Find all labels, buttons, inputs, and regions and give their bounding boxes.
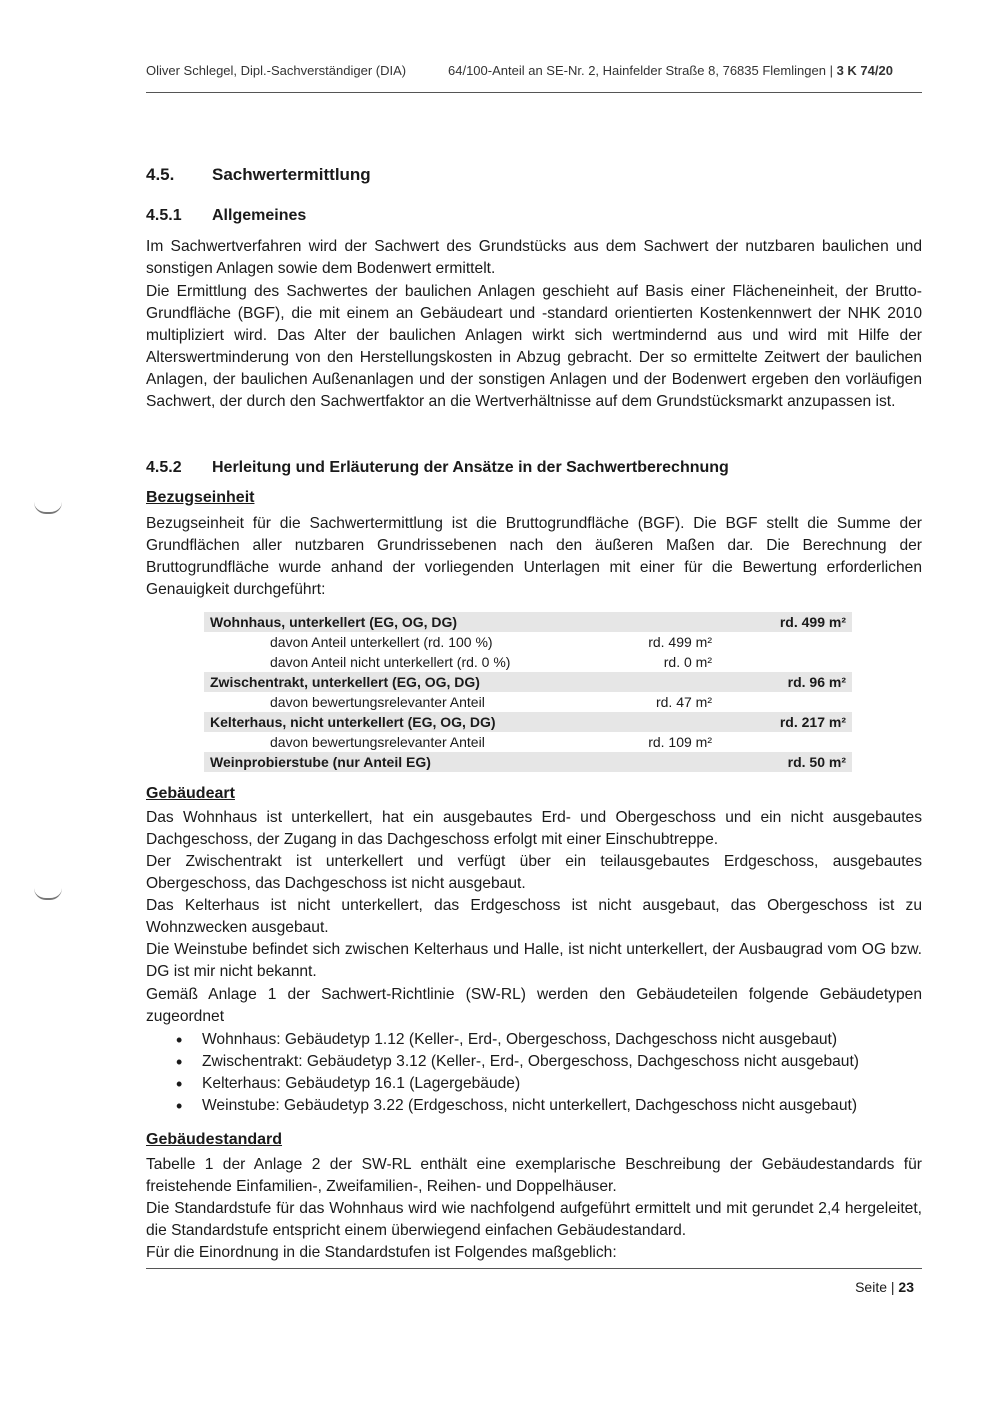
table-row	[204, 692, 852, 712]
subsection-number: 4.5.2	[146, 459, 182, 476]
table-row	[204, 652, 852, 672]
table-cell-label: Weinprobierstube (nur Anteil EG)	[210, 754, 431, 770]
header-property: 64/100-Anteil an SE-Nr. 2, Hainfelder Straße 8, 76835 Flemlingen	[448, 63, 826, 78]
bgf-table	[204, 612, 852, 772]
section-heading	[146, 165, 371, 185]
table-row	[204, 632, 852, 652]
page-footer	[855, 1279, 914, 1295]
paragraph-allgemeines-2: Die Ermittlung des Sachwertes der baulichen Anlagen geschieht auf Basis einer Flächeneinheit, der Brutto-Grundfläche (BGF), die mit einem an Gebäudeart und -standard orientierten Kostenkennwert der NHK 2010 multipliziert wird. Das Alter der baulichen Anlagen wirkt sich wertmindernd aus und wird mit Hilfe der Alterswertminderung von den Herstellungskosten in Abzug gebracht. Der so ermittelte Zeitwert der baulichen Anlagen, der baulichen Außenanlagen und der sonstigen Anlagen und der Bodenwert ergeben den vorläufigen Sachwert, der durch den Sachwertfaktor an die Wertverhältnisse auf dem Grundstücksmarkt anzupassen ist.	[146, 283, 922, 410]
table-cell-partial-area: rd. 47 m²	[655, 694, 712, 710]
table-cell-label: davon Anteil nicht unterkellert (rd. 0 %)	[270, 654, 511, 670]
table-cell-label: davon bewertungsrelevanter Anteil	[270, 734, 485, 750]
section-number: 4.5.	[146, 165, 175, 184]
subsection-heading-herleitung	[146, 459, 729, 477]
footer-rule	[146, 1268, 922, 1269]
list-item: • Kelterhaus: Gebäudetyp 16.1 (Lagergebäude)	[176, 1073, 859, 1095]
table-row	[204, 732, 852, 752]
paragraph-gebaeudeart-3: Das Kelterhaus ist nicht unterkellert, das Erdgeschoss ist nicht ausgebaut, das Obergeschoss ist zu Wohnzwecken ausgebaut.	[146, 897, 922, 936]
paragraph-gebaeudeart-2: Der Zwischentrakt ist unterkellert und verfügt über ein teilausgebautes Erdgeschoss, ausgebautes Obergeschoss, das Dachgeschoss ist nicht ausgebaut.	[146, 853, 922, 892]
heading-gebaeudestandard: Gebäudestandard	[146, 1131, 283, 1148]
gebaeudetyp-list	[176, 1029, 859, 1117]
subsection-heading-allgemeines	[146, 207, 306, 225]
paragraph-standard-1: Tabelle 1 der Anlage 2 der SW-RL enthält eine exemplarische Beschreibung der Gebäudestandards für freistehende Einfamilien-, Zweifamilien-, Reihen- und Doppelhäuser.	[146, 1156, 922, 1195]
page-number: 23	[898, 1279, 914, 1295]
table-cell-partial-area: rd. 109 m²	[648, 734, 712, 750]
table-row	[204, 612, 852, 632]
paragraph-standard-2: Die Standardstufe für das Wohnhaus wird wie nachfolgend aufgeführt ermittelt und mit gerundet 2,4 hergeleitet, die Standardstufe entspricht einem überwiegend einfachen Gebäudestandard.	[146, 1200, 922, 1239]
subsection-title: Herleitung und Erläuterung der Ansätze in der Sachwertberechnung	[212, 459, 729, 476]
table-cell-label: Kelterhaus, nicht unterkellert (EG, OG, DG)	[210, 714, 496, 730]
heading-gebaeudeart: Gebäudeart	[146, 785, 235, 802]
table-cell-total-area: rd. 217 m²	[779, 714, 846, 730]
paragraph-standard-3: Für die Einordnung in die Standardstufen ist Folgendes maßgeblich:	[146, 1244, 617, 1261]
section-title: Sachwertermittlung	[212, 165, 371, 184]
subsection-number: 4.5.1	[146, 207, 182, 224]
punch-hole-mark	[34, 888, 62, 900]
table-cell-total-area: rd. 50 m²	[787, 754, 846, 770]
list-item: • Weinstube: Gebäudetyp 3.22 (Erdgeschoss, nicht unterkellert, Dachgeschoss nicht ausgebaut)	[176, 1095, 859, 1117]
table-cell-label: Wohnhaus, unterkellert (EG, OG, DG)	[210, 614, 458, 630]
paragraph-gebaeudeart-1: Das Wohnhaus ist unterkellert, hat ein ausgebautes Erd- und Obergeschoss und ein nicht ausgebautes Dachgeschoss, der Zugang in das Dachgeschoss erfolgt mit einer Einschubtreppe.	[146, 809, 922, 848]
table-cell-label: davon bewertungsrelevanter Anteil	[270, 694, 485, 710]
table-cell-total-area: rd. 499 m²	[779, 614, 846, 630]
header-separator: |	[829, 63, 833, 78]
paragraph-bezugseinheit: Bezugseinheit für die Sachwertermittlung ist die Bruttogrundfläche (BGF). Die BGF stellt die Summe der Grundflächen aller nutzbaren Grundrissebenen nach den äußeren Maßen dar. Die Berechnung der Bruttogrundfläche wurde anhand der vorliegenden Unterlagen mit einer für die Bewertung erforderlichen Genauigkeit durchgeführt:	[146, 515, 922, 598]
table-row	[204, 752, 852, 772]
paragraph-gebaeudeart-4: Die Weinstube befindet sich zwischen Kelterhaus und Halle, ist nicht unterkellert, der Ausbaugrad vom OG bzw. DG ist mir nicht bekannt.	[146, 941, 922, 980]
table-row	[204, 712, 852, 732]
paragraph-gebaeudeart-5: Gemäß Anlage 1 der Sachwert-Richtlinie (SW-RL) werden den Gebäudeteilen folgende Gebäudetypen zugeordnet	[146, 986, 922, 1025]
table-cell-label: Zwischentrakt, unterkellert (EG, OG, DG)	[210, 674, 480, 690]
header-property-line	[448, 63, 893, 78]
punch-hole-mark	[34, 502, 62, 514]
table-cell-partial-area: rd. 0 m²	[663, 654, 712, 670]
heading-bezugseinheit: Bezugseinheit	[146, 489, 255, 506]
header-rule	[146, 92, 922, 93]
header-case-number: 3 K 74/20	[836, 63, 893, 78]
paragraph-allgemeines-1: Im Sachwertverfahren wird der Sachwert des Grundstücks aus dem Sachwert der nutzbaren baulichen und sonstigen Anlagen sowie dem Bodenwert ermittelt.	[146, 238, 922, 277]
list-item: • Zwischentrakt: Gebäudetyp 3.12 (Keller-, Erd-, Obergeschoss, Dachgeschoss nicht ausgebaut)	[176, 1051, 859, 1073]
table-cell-partial-area: rd. 499 m²	[648, 634, 712, 650]
table-cell-label: davon Anteil unterkellert (rd. 100 %)	[270, 634, 493, 650]
footer-label: Seite	[855, 1279, 887, 1295]
table-cell-total-area: rd. 96 m²	[787, 674, 846, 690]
footer-separator: |	[890, 1279, 895, 1295]
header-author: Oliver Schlegel, Dipl.-Sachverständiger (DIA)	[146, 63, 407, 78]
table-row	[204, 672, 852, 692]
subsection-title: Allgemeines	[212, 207, 307, 224]
list-item: • Wohnhaus: Gebäudetyp 1.12 (Keller-, Erd-, Obergeschoss, Dachgeschoss nicht ausgebaut)	[176, 1029, 859, 1051]
